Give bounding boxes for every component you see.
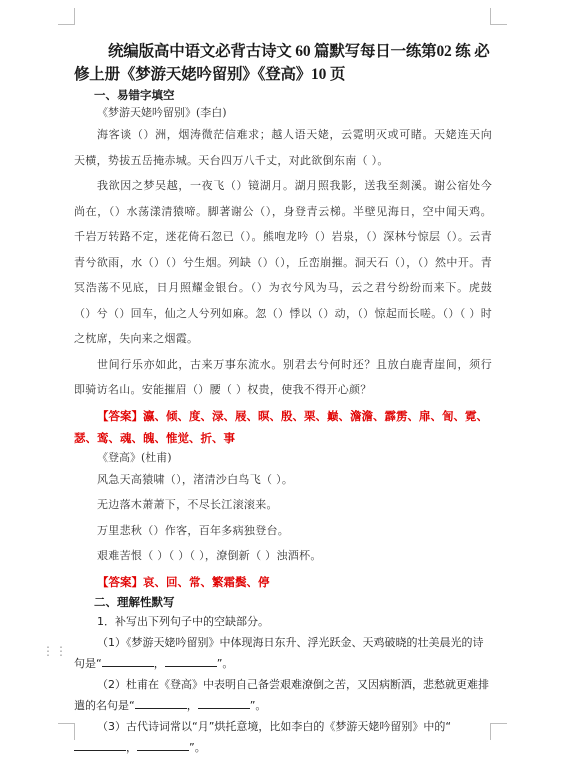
answer-label: 【答案】 xyxy=(97,574,143,589)
poem-paragraph: 我欲因之梦吴越，一夜飞（）镜湖月。湖月照我影，送我至剡溪。谢公宿处今尚在，（）水荡漾清猿啼。脚著谢公（），身登青云梯。半壁见海日，空中闻天鸡。千岩万转路不定，迷花倚石忽已（）。熊咆龙吟（）岩泉，（）深林兮惊层（）。云青青兮欲雨，水（）（）兮生烟。列缺（）（），丘峦崩摧。洞天石（），（）然中开。青冥浩荡不见底，日月照耀金银台。（）为衣兮风为马，云之君兮纷纷而来下。虎鼓（）兮（）回车，仙之人兮列如麻。忽（）悸以（）动，（）惊起而长嗟。（）（ ）时之枕席，失向来之烟霞。 xyxy=(74,179,492,345)
question-text: ， xyxy=(126,740,137,754)
answer-blank[interactable] xyxy=(135,696,187,709)
drag-handle-icon[interactable]: ⋮⋮ xyxy=(42,644,68,658)
document-title: 统编版高中语文必背古诗文 60 篇默写每日一练第02 练 必修上册《梦游天姥吟留别》《登高》10 页 xyxy=(74,43,490,83)
page-corner-mark xyxy=(490,8,507,25)
question-text: （1）《梦游天姥吟留别》中体现海日东升、浮光跃金、天鸡破晓的壮美晨光的诗句是“ xyxy=(74,635,484,670)
poem-line: 艰难苦恨（ ）（ ）（ ），潦倒新（ ）浊酒杯。 xyxy=(97,549,322,562)
page-corner-mark xyxy=(490,723,507,740)
answer-line xyxy=(74,405,492,449)
page-corner-mark xyxy=(58,8,75,25)
poem-line: 无边落木萧萧下，不尽长江滚滚来。 xyxy=(97,498,278,511)
question-text: ， xyxy=(186,698,198,712)
answer-blank[interactable] xyxy=(74,738,126,751)
question-item xyxy=(74,632,492,674)
poem-source: 《梦游天姥吟留别》(李白) xyxy=(97,106,227,119)
question-text: （2）杜甫在《登高》中表明自己备尝艰难潦倒之苦，又因病断酒，悲愁就更难排遣的名句是“ xyxy=(74,677,489,712)
poem-source: 《登高》(杜甫) xyxy=(97,450,172,464)
answer-text: 瀛、倾、度、渌、屐、暝、殷、栗、巅、澹澹、霹雳、扉、訇、霓、瑟、鸾、魂、魄、惟觉、折、事 xyxy=(74,408,488,445)
document-page xyxy=(74,40,492,758)
answer-label: 【答案】 xyxy=(97,408,143,423)
question-text: ”。 xyxy=(216,656,234,670)
section-heading: 一、易错字填空 xyxy=(94,88,175,102)
answer-line xyxy=(74,571,492,593)
answer-blank[interactable] xyxy=(165,654,217,667)
question-intro: 1．补写出下列句子中的空缺部分。 xyxy=(97,614,269,628)
answer-blank[interactable] xyxy=(198,696,250,709)
question-item xyxy=(74,716,492,758)
section-heading: 二、理解性默写 xyxy=(94,594,175,609)
answer-blank[interactable] xyxy=(102,654,154,667)
question-text: ”。 xyxy=(249,698,267,712)
question-text: ， xyxy=(153,656,165,670)
question-text: ”。 xyxy=(189,740,206,754)
poem-paragraph: 海客谈（）洲，烟涛微茫信难求；越人语天姥，云霓明灭或可睹。天姥连天向天横，势拔五岳掩赤城。天台四万八千丈，对此欲倒东南（ ）。 xyxy=(74,128,492,167)
poem-line: 风急天高猿啸（），渚清沙白鸟飞（ ）。 xyxy=(97,472,294,486)
question-item xyxy=(74,674,492,716)
page-corner-mark xyxy=(58,723,75,740)
answer-text: 哀、回、常、繁霜鬓、停 xyxy=(143,574,270,589)
poem-paragraph: 世间行乐亦如此，古来万事东流水。别君去兮何时还？且放白鹿青崖间，须行即骑访名山。安能摧眉（）腰（ ）权贵，使我不得开心颜？ xyxy=(74,357,492,396)
question-text: （3）古代诗词常以“月”烘托意境，比如李白的《梦游天姥吟留别》中的“ xyxy=(97,719,452,733)
poem-line: 万里悲秋（）作客，百年多病独登台。 xyxy=(97,523,290,537)
answer-blank[interactable] xyxy=(137,738,189,751)
